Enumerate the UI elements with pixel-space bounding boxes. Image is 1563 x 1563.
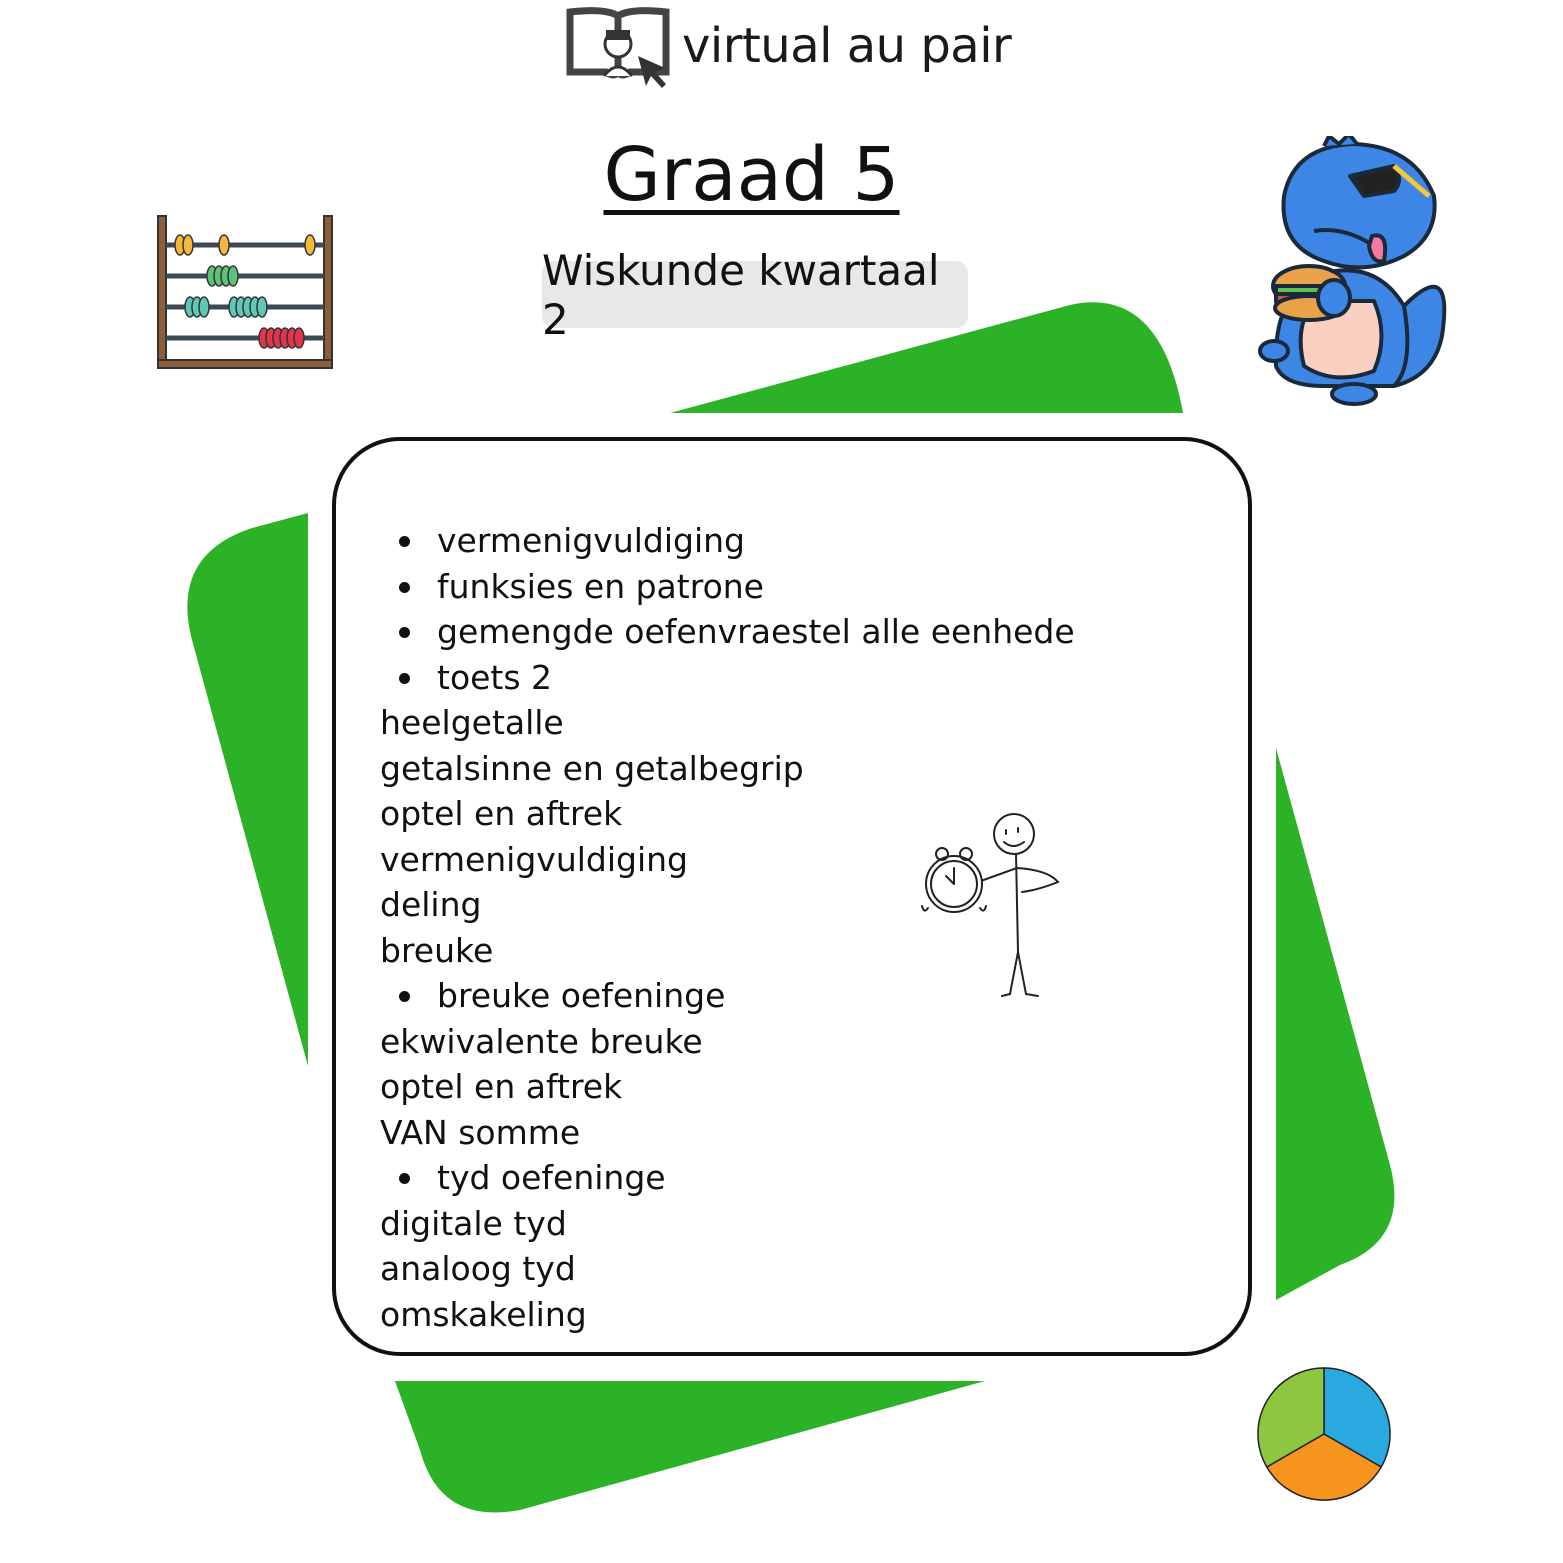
list-item: VAN somme bbox=[380, 1112, 581, 1152]
bullet-icon bbox=[399, 536, 410, 547]
list-item bbox=[380, 518, 1080, 564]
brand-name: virtual au pair bbox=[682, 18, 1012, 74]
bullet-icon bbox=[399, 582, 410, 593]
list-item-text: funksies en patrone bbox=[437, 566, 764, 606]
list-item: heelgetalle bbox=[380, 703, 564, 742]
abacus-icon bbox=[156, 214, 336, 370]
list-item: omskakeling bbox=[380, 1294, 587, 1334]
list-item: analoog tyd bbox=[380, 1249, 576, 1288]
book-teacher-cursor-icon bbox=[566, 6, 672, 90]
subtitle-badge bbox=[542, 245, 968, 344]
list-item bbox=[380, 1155, 1080, 1201]
bullet-icon bbox=[399, 1173, 410, 1184]
list-item-text: toets 2 bbox=[437, 657, 553, 697]
list-item-text: breuke oefeninge bbox=[437, 976, 726, 1015]
bullet-icon bbox=[399, 673, 410, 684]
stickman-clock-icon bbox=[918, 812, 1068, 1002]
list-item-text: vermenigvuldiging bbox=[437, 521, 746, 560]
bullet-icon bbox=[399, 991, 410, 1002]
dinosaur-burger-icon bbox=[1254, 136, 1450, 411]
pie-chart-icon bbox=[1256, 1366, 1392, 1502]
list-item: optel en aftrek bbox=[380, 794, 623, 833]
page-title: Graad 5 bbox=[603, 132, 900, 218]
list-item: ekwivalente breuke bbox=[380, 1021, 703, 1061]
bullet-icon bbox=[399, 627, 410, 638]
list-item: digitale tyd bbox=[380, 1203, 567, 1243]
list-item: breuke bbox=[380, 930, 494, 970]
list-item bbox=[380, 655, 1080, 701]
list-item bbox=[380, 564, 1080, 610]
list-item bbox=[380, 609, 1080, 655]
list-item: optel en aftrek bbox=[380, 1067, 623, 1106]
list-item-text: gemengde oefenvraestel alle eenhede bbox=[437, 612, 1075, 651]
subtitle: Wiskunde kwartaal 2 bbox=[542, 245, 940, 344]
list-item: deling bbox=[380, 885, 482, 924]
list-item: getalsinne en getalbegrip bbox=[380, 748, 804, 788]
list-item-text: tyd oefeninge bbox=[437, 1158, 666, 1197]
list-item: vermenigvuldiging bbox=[380, 839, 689, 879]
